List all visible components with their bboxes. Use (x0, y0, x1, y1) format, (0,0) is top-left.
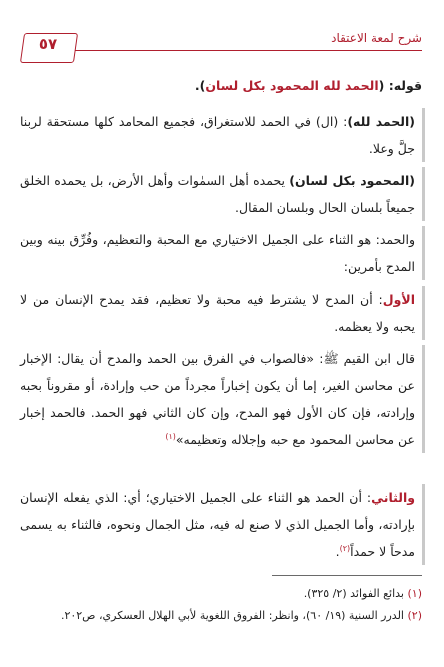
quote-lead: قوله: ( (378, 78, 422, 93)
paragraph-first (20, 286, 425, 340)
footnote-ref-1: (١) (165, 431, 176, 441)
term-second: والثاني (371, 490, 415, 505)
definition-text: والحمد: هو الثناء على الجميل الاختياري مع المحبة والتعظيم، وفُرِّق بينه وبين المدح بأمرين: (20, 232, 415, 274)
footnote-1-number: (١) (407, 587, 422, 600)
footnote-2-number: (٢) (407, 609, 422, 622)
term-first: الأول (382, 292, 415, 307)
header-rule (22, 50, 422, 51)
term-mahmood: (المحمود بكل لسان) (289, 173, 415, 188)
footnote-1 (20, 584, 422, 604)
paragraph-definition (20, 226, 425, 280)
footnote-2-text: الدرر السنية (١٩/ ٦٠)، وانظر: الفروق اللغوية لأبي الهلال العسكري، ص٢٠٢. (60, 609, 408, 622)
paragraph-ibn-qayyim (20, 345, 425, 453)
term-alhamd: (الحمد لله) (347, 114, 416, 129)
footnote-1-text: بدائع الفوائد (٢/ ٣٢٥). (303, 587, 408, 600)
second-end: . (335, 544, 340, 559)
mahmood-text: يحمده أهل السمٰوات وأهل الأرض، بل يحمده الخلق جميعاً بلسان الحال وبلسان المقال. (20, 173, 415, 215)
paragraph-quote (20, 72, 422, 99)
page-number: ٥٧ (38, 35, 58, 53)
second-text: : أن الحمد هو الثناء على الجميل الاختياري؛ أي: الذي يفعله الإنسان بإرادته، وأما الجميل الذي لا صنع له فيه، مثل الجمال ونحوه، فالثناء به يسمى مدحاً لا حمداً (20, 490, 415, 559)
footnote-rule (272, 575, 422, 576)
paragraph-second (20, 484, 425, 565)
first-text: : أن المدح لا يشترط فيه محبة ولا تعظيم، فقد يمدح الإنسان من لا يحبه ولا يعظمه. (20, 292, 415, 334)
paragraph-alhamd (20, 108, 425, 162)
footnote-ref-2: (٢) (339, 543, 351, 553)
footnote-2 (20, 606, 422, 626)
quote-tail: ). (194, 78, 206, 93)
ibn-qayyim-text: قال ابن القيم ﷺ: «فالصواب في الفرق بين الحمد والمدح أن يقال: الإخبار عن محاسن الغير، إما أن يكون إخباراً مجرداً من حب وإرادة، أو مقروناً بحبه وإرادته، فإن كان الأول فهو المدح، وإن كان الثاني فهو الحمد. فالحمد إخبار عن محاسن المحمود مع حبه وإجلاله وتعظيمه» (20, 351, 415, 447)
quoted-phrase: الحمد لله المحمود بكل لسان (205, 78, 379, 93)
running-header-title: شرح لمعة الاعتقاد (331, 31, 422, 45)
paragraph-mahmood (20, 167, 425, 221)
alhamd-text: : (ال) في الحمد للاستغراق، فجميع المحامد كلها مستحقة لربنا جلَّ وعلا. (20, 114, 415, 156)
